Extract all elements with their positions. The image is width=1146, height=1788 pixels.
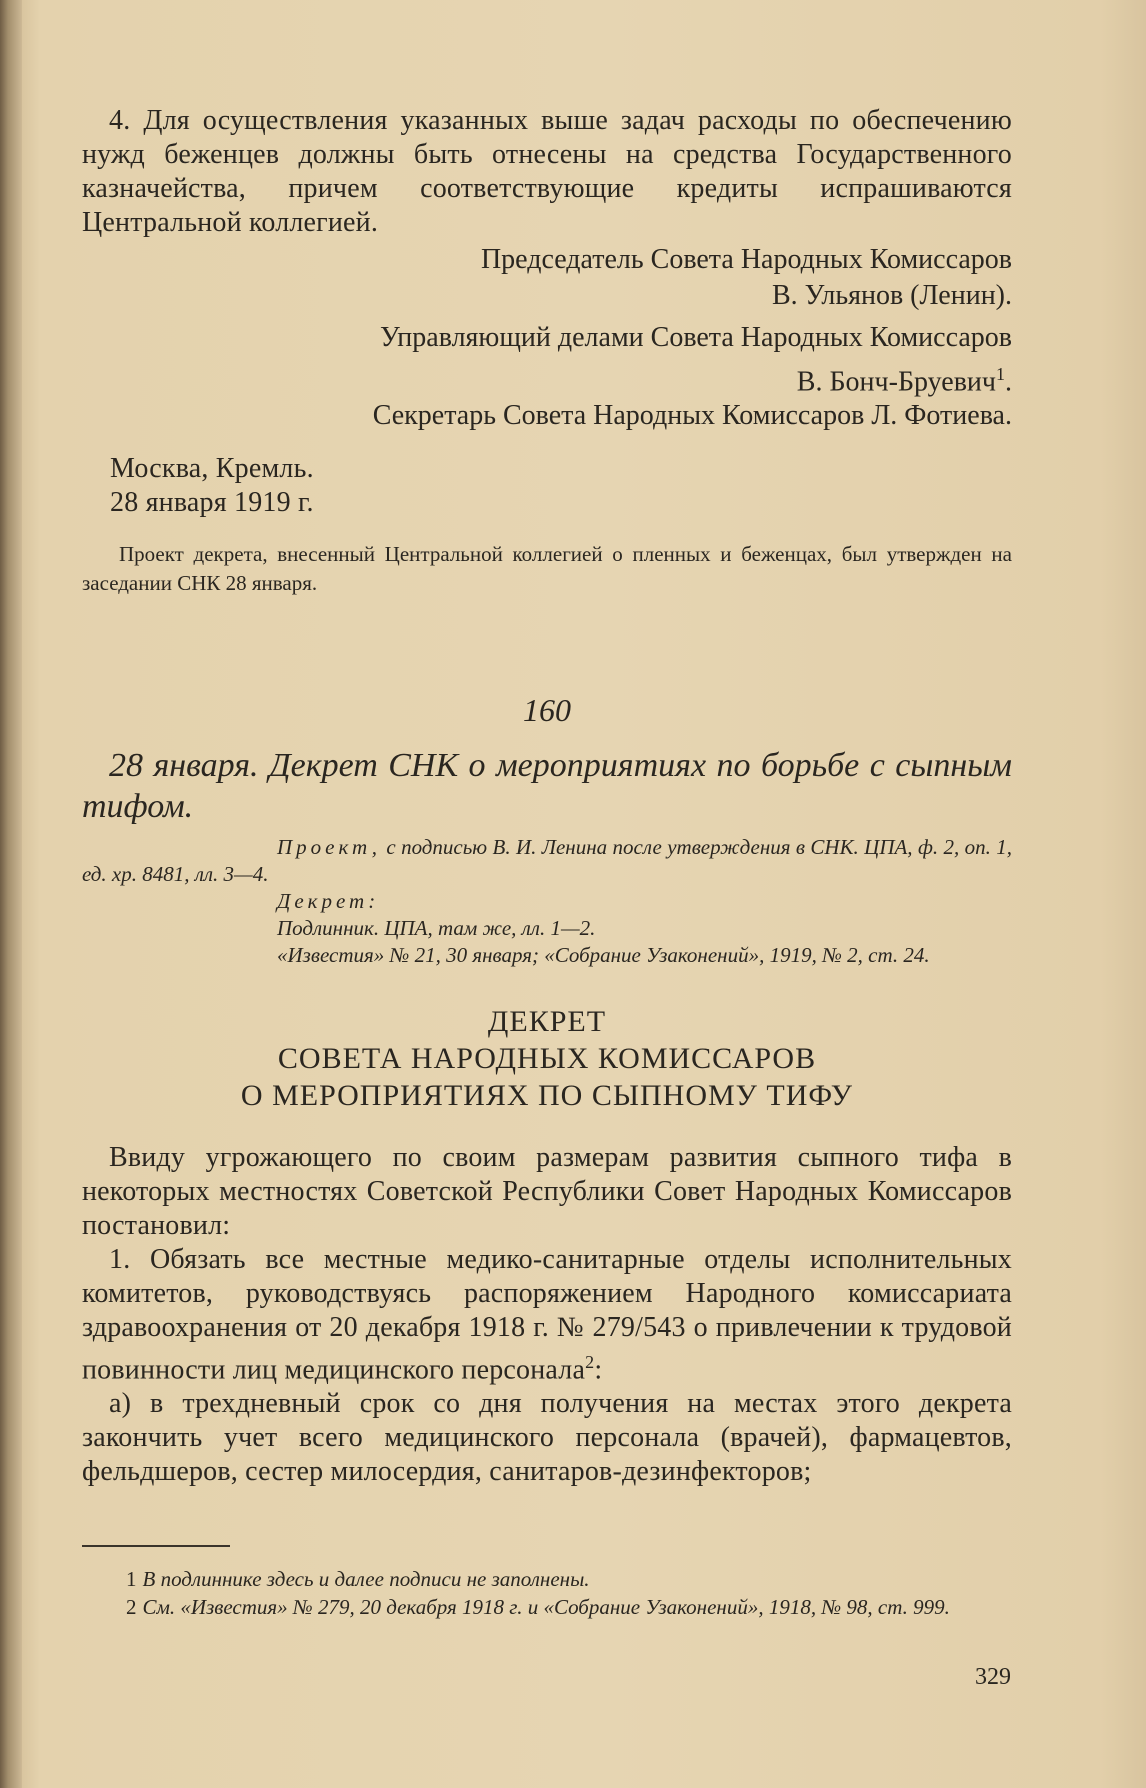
document-number-text: 160 [523,692,571,728]
decree-heading-2: СОВЕТА НАРОДНЫХ КОМИССАРОВ [277,1042,817,1075]
signatures-2 [82,320,1012,400]
decree-body [82,1141,1012,1489]
source-original: Подлинник. ЦПА, там же, лл. 1—2. [277,916,596,940]
footnote-ref-1: 1 [996,364,1005,384]
decree-intro: Ввиду угрожающего по своим размерам развития сыпного тифа в некоторых местностях Советской Республики Совет Народных Комиссаров постановил: [82,1142,1012,1241]
footnote-2-text: См. «Известия» № 279, 20 декабря 1918 г. и «Собрание Узаконений», 1918, № 98, ст. 999. [142,1595,950,1619]
footnote-1-text: В подлиннике здесь и далее подписи не заполнены. [142,1567,590,1591]
top-section [82,104,1012,240]
source-decree [82,888,1012,915]
place: Москва, Кремль. [110,453,314,484]
source-notes [82,834,1012,969]
signature-manager-name: В. Бонч-Бруевич [796,366,996,398]
decree-item-1-text: 1. Обязать все местные медико-санитарные отделы исполнительных комитетов, руководствуясь распоряжением Народного комиссариата здравоохранения от 20 декабря 1918 г. № 279/543 о привлечении к трудовой повинности лиц медицинского персонала [82,1244,1012,1386]
footnote-1-number: 1 [126,1567,137,1591]
decree-heading [82,1003,1012,1114]
signature-secretary: Секретарь Совета Народных Комиссаров Л. Фотиева. [372,400,1012,431]
footnotes [82,1565,1012,1621]
source-decree-label: Декрет: [277,889,380,913]
source-draft-label: Проект, [277,835,381,859]
decree-item-1 [82,1243,1012,1387]
date: 28 января 1919 г. [110,487,314,518]
document-title [82,745,1012,827]
decree-heading-3: О МЕРОПРИЯТИЯХ ПО СЫПНОМУ ТИФУ [240,1079,854,1112]
signature-chairman-title: Председатель Совета Народных Комиссаров [480,244,1012,275]
footnote-ref-2: 2 [585,1352,595,1372]
source-publication: «Известия» № 21, 30 января; «Собрание Узаконений», 1919, № 2, ст. 24. [277,943,930,967]
document-title-text: 28 января. Декрет СНК о мероприятиях по борьбе с сыпным тифом. [82,747,1012,825]
editorial-note [82,540,1012,598]
footnote-2 [82,1593,1012,1621]
book-spine [0,0,22,1788]
decree-heading-1: ДЕКРЕТ [487,1005,607,1038]
place-date [110,452,1040,520]
signature-manager-title: Управляющий делами Совета Народных Комиссаров [379,322,1012,353]
paragraph-4: 4. Для осуществления указанных выше задач расходы по обеспечению нужд беженцев должны быть отнесены на средства Государственного казначейства, причем соответствующие кредиты испрашиваются Центральной коллегией. [82,105,1012,238]
source-draft-text: с подписью В. И. Ленина после утверждения в СНК. ЦПА, ф. 2, оп. 1, ед. хр. 8481, лл. 3—4. [82,835,1012,886]
decree-item-1a: а) в трехдневный срок со дня получения на местах этого декрета закончить учет всего медицинского персонала (врачей), фармацевтов, фельдшеров, сестер милосердия, санитаров-дезинфекторов; [82,1388,1012,1488]
footnote-1 [82,1565,1012,1593]
signature-chairman-name: В. Ульянов (Ленин). [772,280,1012,311]
footnote-2-number: 2 [126,1595,137,1619]
footnote-rule [82,1545,230,1547]
decree-item-1-tail: : [594,1354,603,1386]
source-draft [82,834,1012,888]
signatures [82,242,1012,314]
editorial-note-text: Проект декрета, внесенный Центральной коллегией о пленных и беженцах, был утвержден на заседании СНК 28 января. [82,542,1012,595]
signature-manager-line: В. Бонч-Бруевич$^1$. [796,364,1012,398]
signatures-3 [82,398,1012,434]
page-number: 329 [975,1664,1011,1690]
document-number [82,692,1012,729]
